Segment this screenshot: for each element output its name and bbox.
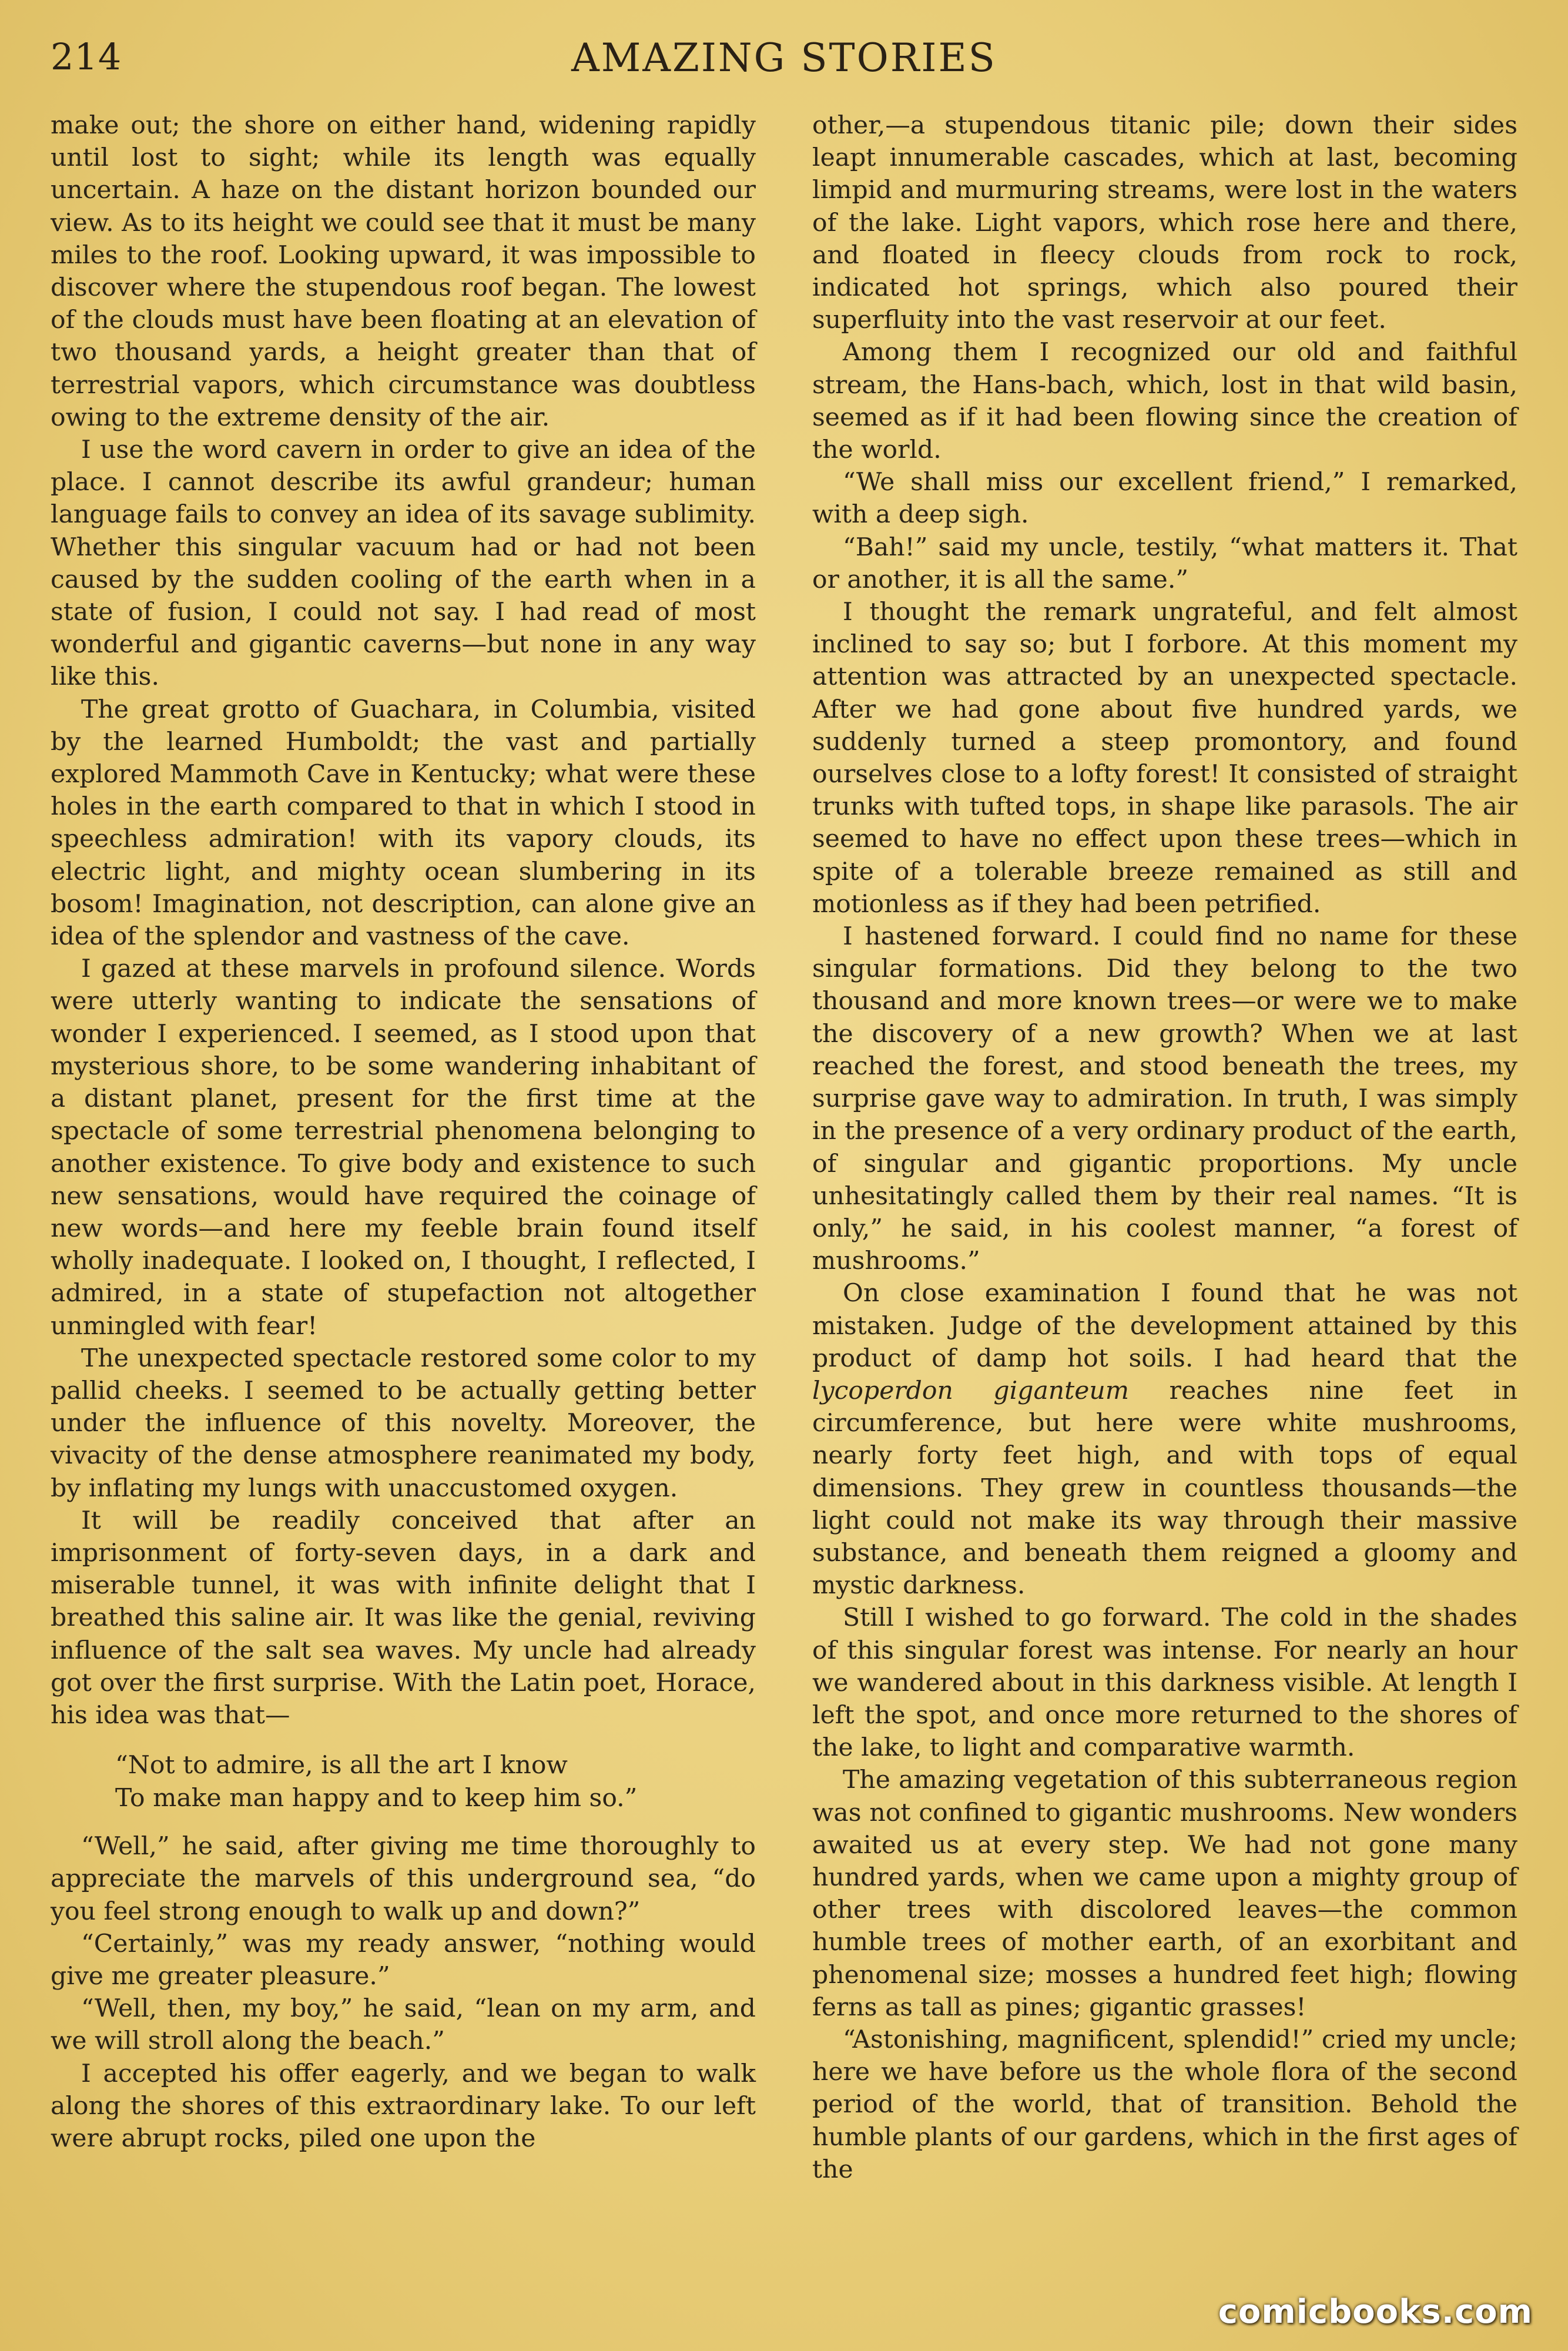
paragraph: The unexpected spectacle restored some color to my pallid cheeks. I seemed to be actually getting better under the influence of this novelty. Moreover, the vivacity of the dense atmosphere reanimated my body, by inflating my lungs with unaccustomed oxygen.: [51, 1344, 756, 1503]
paragraph: “Well, then, my boy,” he said, “lean on my arm, and we will stroll along the beach.”: [51, 1994, 756, 2056]
paragraph: “Astonishing, magnificent, splendid!” cried my uncle; here we have before us the whole flora of the second period of the world, that of transition. Behold the humble plants of our gardens, which in the first ages of the: [812, 2025, 1517, 2184]
paragraph: make out; the shore on either hand, widening rapidly until lost to sight; while its length was equally uncertain. A haze on the distant horizon bounded our view. As to its height we could see that it must be many miles to the roof. Looking upward, it was impossible to discover where the stupendous roof began. The lowest of the clouds must have been floating at an elevation of two thousand yards, a height greater than that of terrestrial vapors, which circumstance was doubtless owing to the extreme density of the air.: [51, 111, 756, 432]
paragraph: The great grotto of Guachara, in Columbia, visited by the learned Humboldt; the vast and partially explored Mammoth Cave in Kentucky; what were these holes in the earth compared to that in which I stood in speechless admiration! with its vapory clouds, its electric light, and mighty ocean slumbering in its bosom! Imagination, not description, can alone give an idea of the splendor and vastness of the cave.: [51, 695, 756, 952]
left-column: [51, 109, 756, 2186]
paragraph: The amazing vegetation of this subterraneous region was not confined to gigantic mushrooms. New wonders awaited us at every step. We had not gone many hundred yards, when we came upon a mighty group of other trees with discolored leaves—the common humble trees of mother earth, of an exorbitant and phenomenal size; mosses a hundred feet high; flowing ferns as tall as pines; gigantic grasses!: [812, 1766, 1517, 2022]
paragraph: “Certainly,” was my ready answer, “nothing would give me greater pleasure.”: [51, 1929, 756, 1991]
page-number: 214: [51, 35, 122, 78]
page-header: [51, 35, 1517, 106]
paragraph: I use the word cavern in order to give an idea of the place. I cannot describe its awful grandeur; human language fails to convey an idea of its savage sublimity. Whether this singular vacuum had or had not been caused by the sudden cooling of the earth when in a state of fusion, I could not say. I had read of most wonderful and gigantic caverns—but none in any way like this.: [51, 436, 756, 692]
paragraph: “Well,” he said, after giving me time thoroughly to appreciate the marvels of this underground sea, “do you feel strong enough to walk up and down?”: [51, 1832, 756, 1926]
paragraph: I hastened forward. I could find no name for these singular formations. Did they belong to the two thousand and more known trees—or were we to make the discovery of a new growth? When we at last reached the forest, and stood beneath the trees, my surprise gave way to admiration. In truth, I was simply in the presence of a very ordinary product of the earth, of singular and gigantic proportions. My uncle unhesitatingly called them by their real names. “It is only,” he said, in his coolest manner, “a forest of mushrooms.”: [812, 922, 1517, 1276]
paragraph-text: On close examination I found that he was not mistaken. Judge of the development attained by this product of damp hot soils. I had heard that the: [812, 1279, 1517, 1373]
left-column-text: [51, 109, 756, 1732]
paragraph-text: reaches nine feet in circumference, but here were white mushrooms, nearly forty feet high, and with tops of equal dimensions. They grew in countless thousands—the light could not make its way through their massive substance, and beneath them reigned a gloomy and mystic darkness.: [812, 1376, 1517, 1600]
left-column-text-continued: [51, 1830, 756, 2155]
running-head-title: AMAZING STORIES: [571, 35, 997, 81]
right-column: [812, 109, 1517, 2186]
verse-line: “Not to admire, is all the art I know: [115, 1751, 568, 1780]
text-columns: [51, 109, 1517, 2186]
paragraph: It will be readily conceived that after an imprisonment of forty-seven days, in a dark and miserable tunnel, it was with infinite delight that I breathed this saline air. It was like the genial, reviving influence of the salt sea waves. My uncle had already got over the first surprise. With the Latin poet, Horace, his idea was that—: [51, 1506, 756, 1730]
paragraph: I gazed at these marvels in profound silence. Words were utterly wanting to indicate the sensations of wonder I experienced. I seemed, as I stood upon that mysterious shore, to be some wandering inhabitant of a distant planet, present for the first time at the spectacle of some terrestrial phenomena belonging to another existence. To give body and existence to such new sensations, would have required the coinage of new words—and here my feeble brain found itself wholly inadequate. I looked on, I thought, I reflected, I admired, in a state of stupefaction not altogether unmingled with fear!: [51, 955, 756, 1341]
paragraph: Among them I recognized our old and faithful stream, the Hans-bach, which, lost in that wild basin, seemed as if it had been flowing since the creation of the world.: [812, 338, 1517, 465]
verse-quote: [115, 1749, 756, 1815]
watermark-logo: comicbooks.com: [1218, 2293, 1533, 2331]
paragraph: [812, 1277, 1517, 1602]
paragraph: I accepted his offer eagerly, and we began to walk along the shores of this extraordinary lake. To our left were abrupt rocks, piled one upon the: [51, 2059, 756, 2153]
paragraph: other,—a stupendous titanic pile; down their sides leapt innumerable cascades, which at last, becoming limpid and murmuring streams, were lost in the waters of the lake. Light vapors, which rose here and there, and floated in fleecy clouds from rock to rock, indicated hot springs, which also poured their superfluity into the vast reservoir at our feet.: [812, 111, 1517, 335]
paragraph: I thought the remark ungrateful, and felt almost inclined to say so; but I forbore. At this moment my attention was attracted by an unexpected spectacle. After we had gone about five hundred yards, we suddenly turned a steep promontory, and found ourselves close to a lofty forest! It consisted of straight trunks with tufted tops, in shape like parasols. The air seemed to have no effect upon these trees—which in spite of a tolerable breeze remained as still and motionless as if they had been petrified.: [812, 598, 1517, 919]
paragraph: “We shall miss our excellent friend,” I remarked, with a deep sigh.: [812, 468, 1517, 530]
paragraph: Still I wished to go forward. The cold in the shades of this singular forest was intense. For nearly an hour we wandered about in this darkness visible. At length I left the spot, and once more returned to the shores of the lake, to light and comparative warmth.: [812, 1603, 1517, 1763]
italic-term: lycoperdon giganteum: [812, 1376, 1130, 1405]
paragraph: “Bah!” said my uncle, testily, “what matters it. That or another, it is all the same.”: [812, 533, 1517, 594]
verse-line: To make man happy and to keep him so.”: [115, 1784, 638, 1813]
